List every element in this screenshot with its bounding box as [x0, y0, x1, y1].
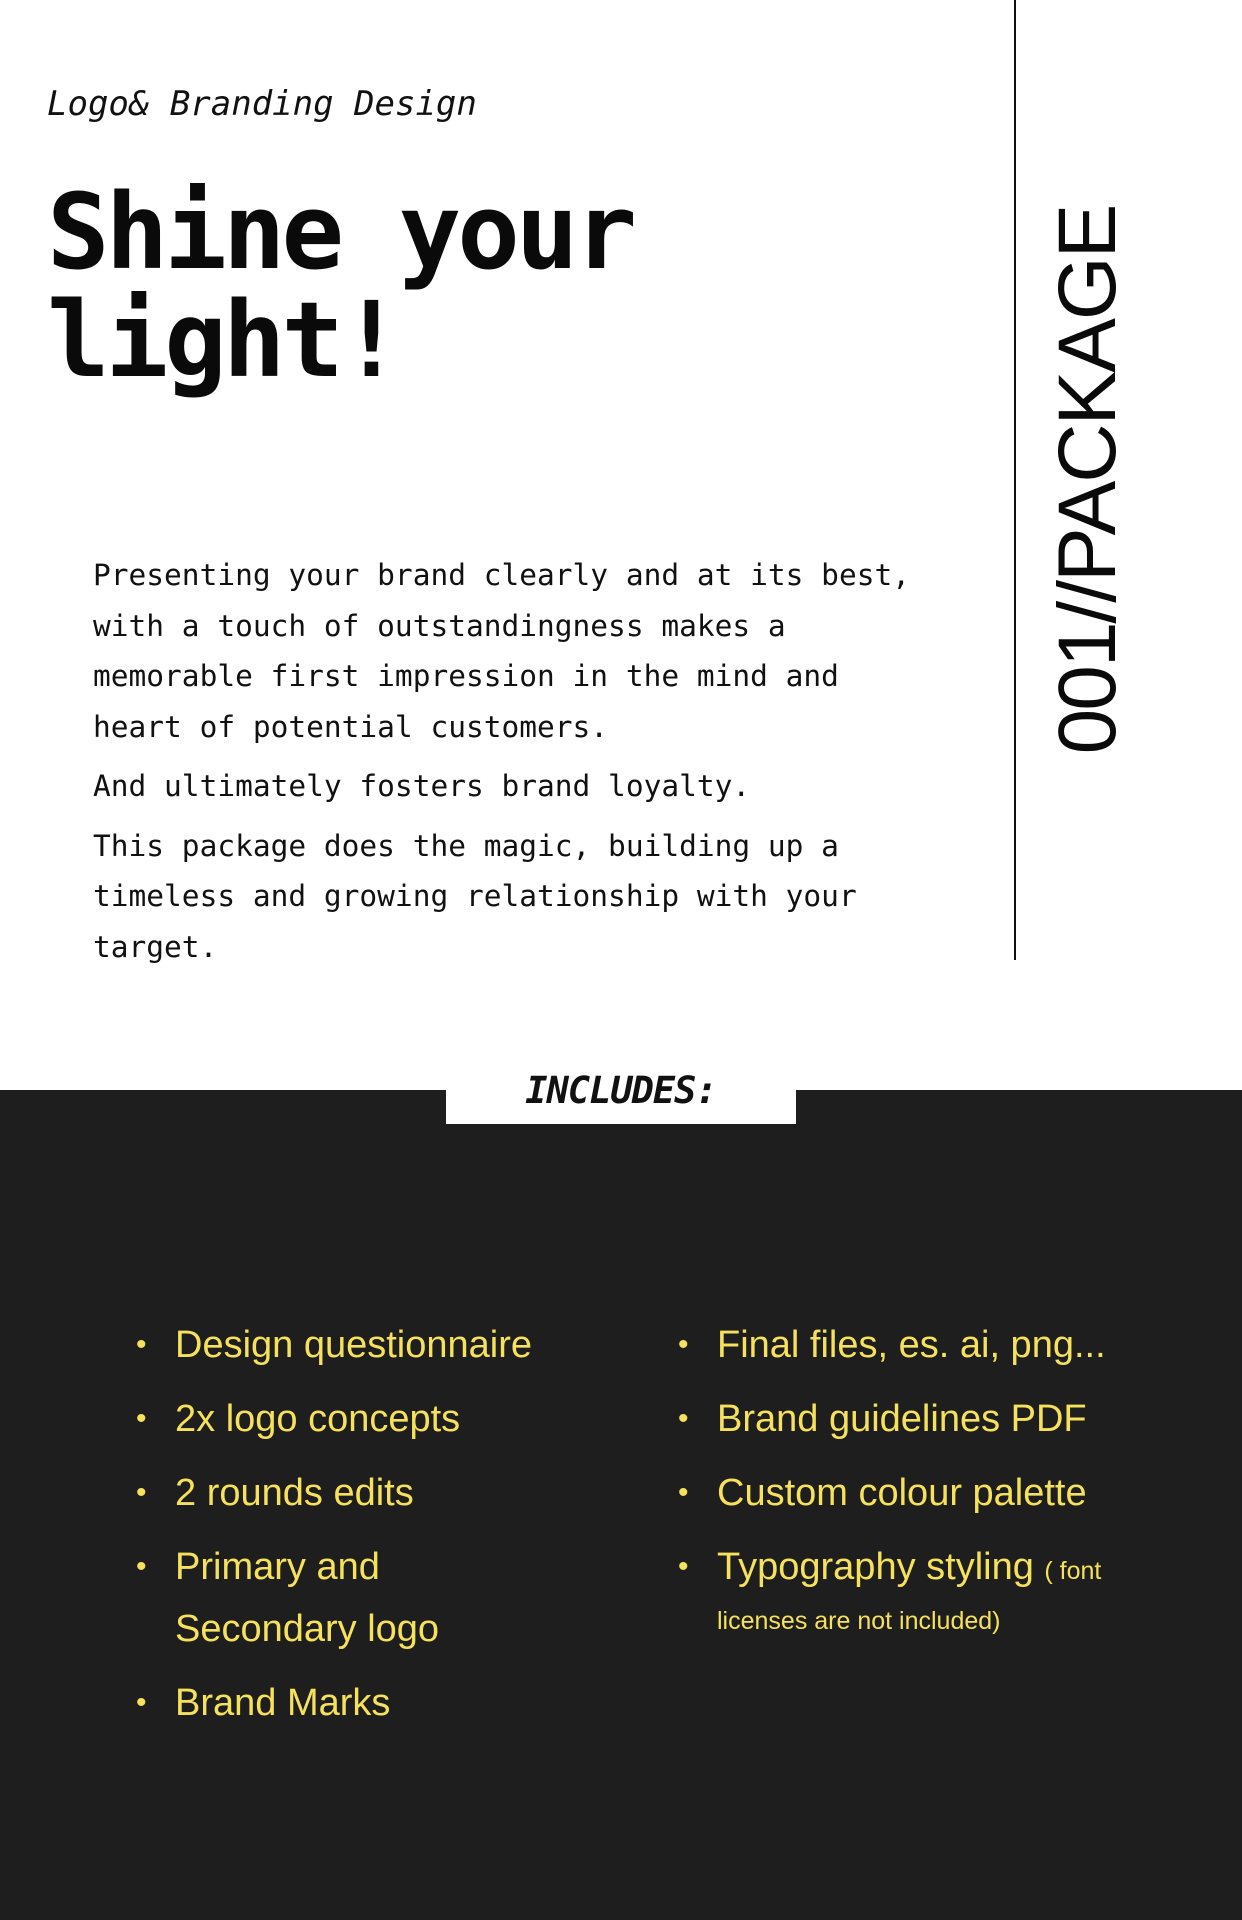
list-item	[136, 1314, 636, 1376]
list-item-label: Final files, es. ai, png...	[717, 1324, 1106, 1366]
bullet-icon: •	[136, 1328, 147, 1361]
list-item	[136, 1388, 636, 1450]
includes-list-right	[678, 1314, 1198, 1656]
font-license-note: ( font licenses are not included)	[717, 1557, 1102, 1635]
list-item	[678, 1314, 1198, 1376]
list-item-label: Design questionnaire	[175, 1324, 533, 1366]
intro-paragraph-2: And ultimately fosters brand loyalty.	[93, 769, 751, 803]
package-number-label: 001//PACKAGE	[1042, 205, 1133, 755]
list-item-label: Brand Marks	[175, 1682, 391, 1724]
bullet-icon: •	[136, 1476, 147, 1509]
intro-text	[93, 550, 963, 981]
list-item-label: Brand guidelines PDF	[717, 1398, 1087, 1440]
list-item	[136, 1536, 505, 1660]
bullet-icon: •	[678, 1328, 689, 1361]
list-item	[136, 1462, 636, 1524]
list-item-label: 2x logo concepts	[175, 1398, 461, 1440]
bullet-icon: •	[678, 1402, 689, 1435]
page-headline	[47, 171, 807, 401]
list-item-label: Primary and Secondary logo	[175, 1546, 440, 1650]
intro-paragraph-1: Presenting your brand clearly and at its best, with a touch of outstandingness makes a memorable first impression in the mind and heart of potential customers.	[93, 558, 910, 744]
bullet-icon: •	[678, 1476, 689, 1509]
list-item-label: Custom colour palette	[717, 1472, 1087, 1514]
list-item	[678, 1388, 1198, 1450]
headline-line-2: light!	[47, 279, 399, 401]
list-item	[136, 1672, 636, 1734]
headline-line-1: Shine your	[47, 171, 634, 293]
bullet-icon: •	[136, 1402, 147, 1435]
list-item	[678, 1536, 1198, 1644]
includes-heading: INCLUDES:	[525, 1069, 717, 1112]
includes-list-left	[136, 1314, 636, 1746]
list-item	[678, 1462, 1198, 1524]
intro-paragraph-3: This package does the magic, building up a timeless and growing relationship with your target.	[93, 828, 857, 964]
vertical-divider	[1014, 0, 1016, 960]
list-item-label: Typography styling	[717, 1546, 1034, 1588]
bullet-icon: •	[678, 1550, 689, 1583]
list-item-label: 2 rounds edits	[175, 1472, 414, 1514]
bullet-icon: •	[136, 1686, 147, 1719]
page-subtitle: Logo& Branding Design	[47, 84, 477, 124]
bullet-icon: •	[136, 1550, 147, 1583]
